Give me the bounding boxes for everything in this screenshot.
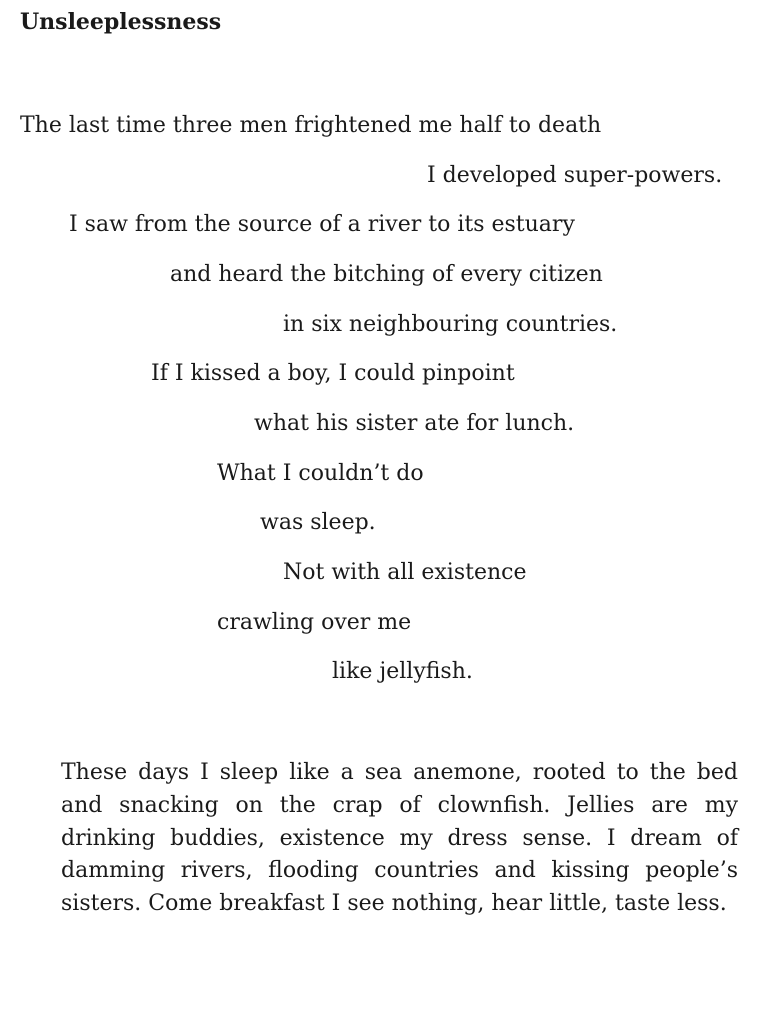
poem-line: What I couldn’t do (217, 461, 424, 486)
poem-line: The last time three men frightened me half to death (20, 113, 602, 138)
poem-line: I saw from the source of a river to its estuary (69, 212, 575, 237)
poem-line: and heard the bitching of every citizen (170, 262, 603, 287)
poem-line: was sleep. (260, 510, 376, 535)
poem-line: I developed super-powers. (427, 163, 723, 188)
poem-line: in six neighbouring countries. (283, 312, 618, 337)
poem-line: what his sister ate for lunch. (254, 411, 575, 436)
prose-paragraph: These days I sleep like a sea anemone, rooted to the bed and snacking on the crap of clownfish. Jellies are my drinking buddies, existence my dress sense. I dream of damming rivers, flooding countries and kissing people’s sisters. Come breakfast I see nothing, hear little, taste less. (61, 760, 738, 917)
poem-line: If I kissed a boy, I could pinpoint (151, 361, 515, 386)
poem-title: Unsleeplessness (20, 9, 222, 35)
poem-line: Not with all existence (283, 560, 527, 585)
poem-line: like jellyfish. (332, 659, 473, 684)
poem-line: crawling over me (217, 610, 412, 635)
